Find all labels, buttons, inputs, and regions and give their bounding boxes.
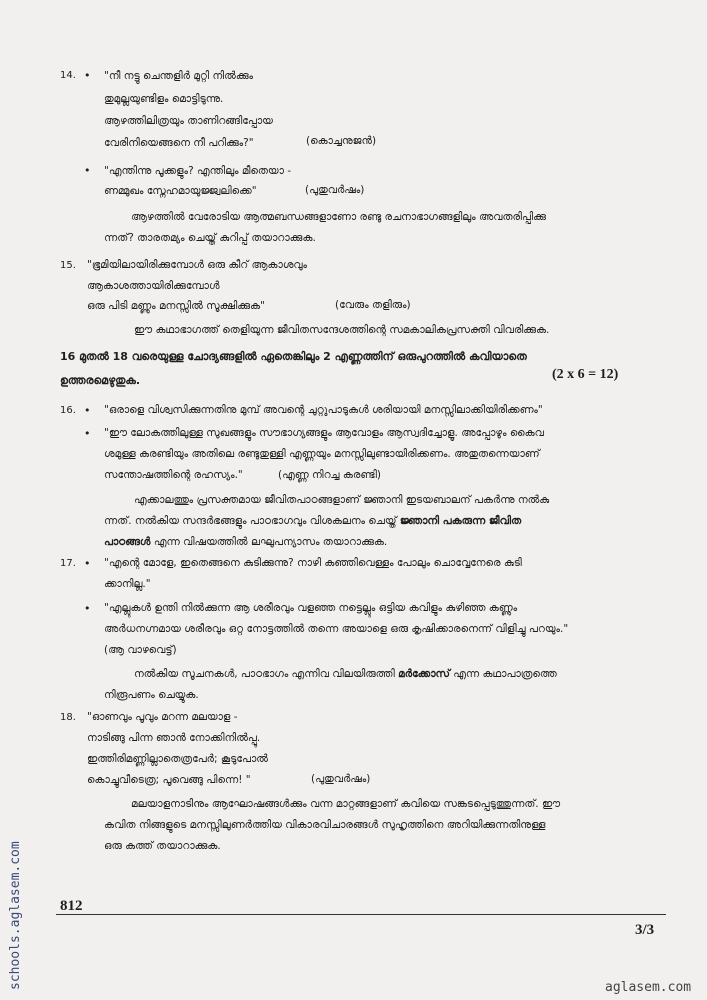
quote-line: "എന്റെ മോളേ, ഇതെങ്ങനെ കുടിക്കുന്നു? നാഴി കഞ്ഞിവെള്ളം പോലും ചൊവ്വേനേരെ കുടി xyxy=(104,557,522,569)
bullet-icon: • xyxy=(84,557,91,570)
quote-line: "ഈ ലോകത്തിലുള്ള സുഖങ്ങളും സൗഭാഗ്യങ്ങളും ആവോളം ആസ്വദിച്ചോളൂ. അപ്പോഴും കൈവ xyxy=(104,427,544,439)
quote-line: ഒരു പിടി മണ്ണും മനസ്സിൽ സൂക്ഷിക്കുക" xyxy=(87,300,265,312)
instruction-line: 16 മുതൽ 18 വരെയുള്ള ചോദ്യങ്ങളിൽ ഏതെങ്കിലും 2 എണ്ണത്തിന് ഒരുപുറത്തിൽ കവിയാതെ xyxy=(60,350,527,363)
question-number: 15. xyxy=(60,260,76,271)
task-line: എക്കാലത്തും പ്രസക്തമായ ജീവിതപാഠങ്ങളാണ് ജ്ഞാനി ഇടയബാലന് പകർന്നു നൽകു xyxy=(134,494,550,506)
question-number: 18. xyxy=(60,712,76,723)
task-topic: പാഠങ്ങൾ xyxy=(104,536,151,548)
quote-line: കൊച്ചുവീടെത്ര; പൂവെങ്ങു പിന്നെ! " xyxy=(87,774,251,786)
task-text: ന്നത്. നൽകിയ സന്ദർഭങ്ങളും പാഠഭാഗവും വിശകലനം ചെയ്ത് xyxy=(104,515,397,527)
paper-code: 812 xyxy=(60,898,83,914)
task-line xyxy=(104,535,387,549)
task-line: നിരൂപണം ചെയ്യുക. xyxy=(104,689,199,701)
page-number: 3/3 xyxy=(635,922,655,938)
task-line: ആഴത്തിൽ വേരോടിയ ആത്മബന്ധങ്ങളാണോ രണ്ടു രചനാഭാഗങ്ങളിലും അവതരിപ്പിക്കു xyxy=(131,211,546,223)
instruction-line: ഉത്തരമെഴുതുക. xyxy=(60,374,141,387)
quote-line: നാടിങ്ങു പിന്ന ഞാൻ നോക്കിനിൽപ്പൂ. xyxy=(87,732,261,744)
quote-line: "എല്ലുകൾ ഉന്തി നിൽക്കുന്ന ആ ശരീരവും വളഞ്ഞ നട്ടെല്ലും ഒട്ടിയ കവിളും കുഴിഞ്ഞ കണ്ണും xyxy=(104,602,518,614)
source-label: (എണ്ണ നിറച്ച കരണ്ടി) xyxy=(278,469,381,481)
task-text: എന്ന വിഷയത്തിൽ ലഘുപന്യാസം തയാറാക്കുക. xyxy=(153,536,388,548)
task-line: കവിത നിങ്ങളുടെ മനസ്സിലുണർത്തിയ വികാരവിചാരങ്ങൾ സുഹൃത്തിനെ അറിയിക്കുന്നതിനുള്ള xyxy=(104,819,546,831)
quote-line: "നീ നട്ടു ചെന്തളിർ മുറ്റി നിൽക്കും xyxy=(104,70,254,82)
task-line: ഒരു കത്ത് തയാറാക്കുക. xyxy=(104,840,221,852)
source-label: (പുതുവർഷം) xyxy=(305,184,365,196)
task-topic: ജ്ഞാനി പകരുന്ന ജീവിത xyxy=(399,515,522,527)
task-line: ഈ കഥാഭാഗത്ത് തെളിയുന്ന ജീവിതസന്ദേശത്തിന്റെ സമകാലികപ്രസക്തി വിവരിക്കുക. xyxy=(134,324,550,336)
quote-line: ഇത്തിരിമണ്ണില്ലാതെത്രപേർ; കൂടുപോൽ xyxy=(87,753,268,765)
task-topic: മർക്കോസ് xyxy=(398,668,450,680)
quote-line: ണമ്മുഖം സ്നേഹമായുജ്ജ്വലിക്കെ" xyxy=(104,185,257,197)
watermark-side: schools.aglasem.com xyxy=(8,841,23,990)
bullet-icon: • xyxy=(84,404,91,417)
task-line: ന്നത്? താരതമ്യം ചെയ്ത് കുറിപ്പ് തയാറാക്കുക. xyxy=(104,232,316,244)
question-number: 14. xyxy=(60,70,76,81)
quote-line: വേരിനിയെങ്ങനെ നീ പറിക്കും?" xyxy=(104,137,254,149)
bullet-icon: • xyxy=(84,164,91,177)
task-line xyxy=(104,514,521,528)
marks-label: (2 x 6 = 12) xyxy=(552,367,619,382)
footer-divider xyxy=(56,914,666,915)
task-line xyxy=(134,667,557,681)
bullet-icon: • xyxy=(84,602,91,615)
bullet-icon: • xyxy=(84,427,91,440)
source-label: (കൊച്ചനുജൻ) xyxy=(306,135,377,147)
source-label: (ആ വാഴവെട്ട്) xyxy=(104,644,177,656)
quote-line: ആകാശത്തായിരിക്കുമ്പോൾ xyxy=(87,280,220,292)
question-number: 16. xyxy=(60,405,76,416)
quote-line: ആഴത്തിലിത്രയും താണിറങ്ങിപ്പോയ xyxy=(104,115,273,127)
quote-line: "ഓണവും പൂവും മറന്ന മലയാള - xyxy=(87,711,238,723)
question-number: 17. xyxy=(60,558,76,569)
watermark-corner: aglasem.com xyxy=(605,980,692,995)
task-line: മലയാളനാടിനും ആഘോഷങ്ങൾക്കും വന്ന മാറ്റങ്ങളാണ് കവിയെ സങ്കടപ്പെടുത്തുന്നത്. ഈ xyxy=(131,798,561,810)
quote-line: "ഭൂമിയിലായിരിക്കുമ്പോൾ ഒരു കീറ് ആകാശവും xyxy=(87,259,308,271)
quote-line: അർധനഗ്നമായ ശരീരവും ഒറ്റ നോട്ടത്തിൽ തന്നെ അയാളെ ഒരു കൃഷിക്കാരനെന്ന് വിളിച്ചു പറയും." xyxy=(104,623,569,635)
quote-line: ശമുള്ള കരണ്ടിയും അതിലെ രണ്ടുതുള്ളി എണ്ണയും മനസ്സിലുണ്ടായിരിക്കണം. അതുതന്നെയാണ് xyxy=(104,448,540,460)
quote-line: സന്തോഷത്തിന്റെ രഹസ്യം." xyxy=(104,469,243,481)
quote-line: ക്കാനില്ല." xyxy=(104,578,151,590)
source-label: (വേരും തളിരും) xyxy=(335,299,411,311)
task-text: എന്ന കഥാപാത്രത്തെ xyxy=(453,668,557,680)
bullet-icon: • xyxy=(84,69,91,82)
quote-line: "എന്തിന്നു പൂക്കളും? എന്തിലും മീതെയാ - xyxy=(104,165,292,177)
quote-line: "ഒരാളെ വിശ്വസിക്കുന്നതിനു മുമ്പ് അവന്റെ ചുറ്റുപാടുകൾ ശരിയായി മനസ്സിലാക്കിയിരിക്കണം" xyxy=(104,404,543,416)
task-text: നൽകിയ സൂചനകൾ, പാഠഭാഗം എന്നിവ വിലയിരുത്തി xyxy=(134,668,395,680)
source-label: (പുതുവർഷം) xyxy=(311,773,371,785)
quote-line: തുമുല്ലയുണ്ടിളം മൊട്ടിടുന്നു. xyxy=(104,93,224,105)
